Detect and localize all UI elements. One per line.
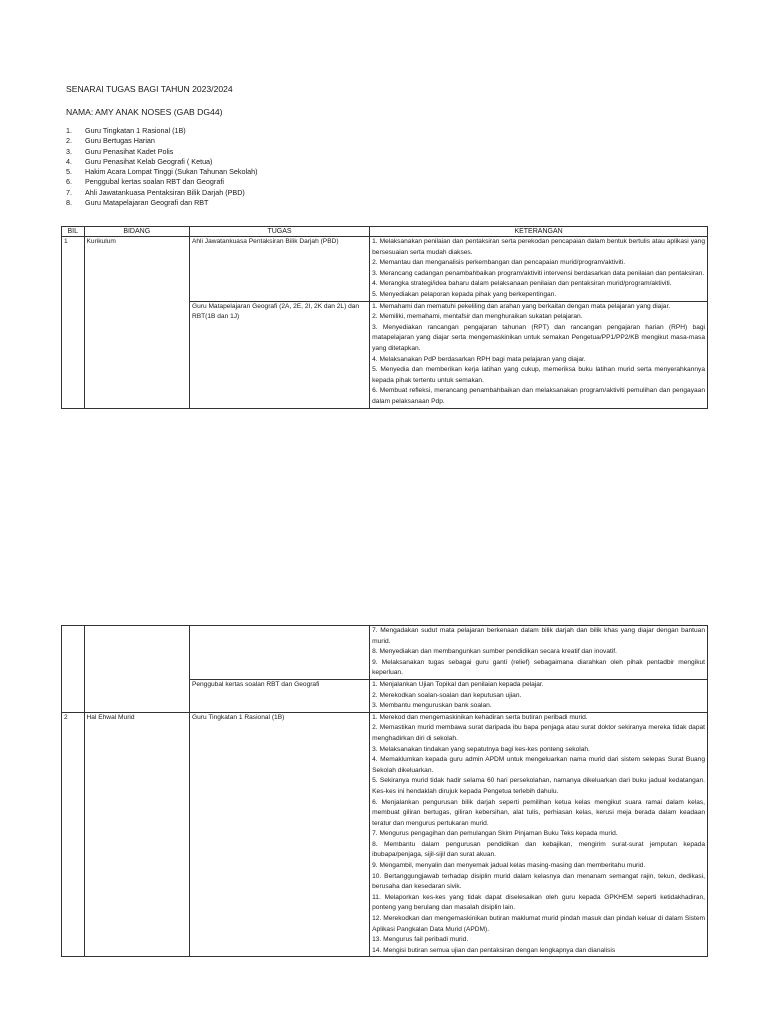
keterangan-item: 6. Membuat refleksi, merancang penambahbaikan dan melaksanakan program/aktiviti pemulihan dan pengayaan dalam pelaksanaan Pdp.	[372, 387, 705, 405]
keterangan-item: 1. Memahami dan mematuhi pekeliling dan arahan yang berkaitan dengan mata pelajaran yang diajar.	[372, 302, 671, 310]
list-item: 6. Penggubal kertas soalan RBT dan Geografi	[66, 177, 224, 187]
keterangan-item: 7. Mengurus pengagihan dan pemulangan Skim Pinjaman Buku Teks kepada murid.	[372, 830, 618, 838]
keterangan-item: 9. Melaksanakan tugas sebagai guru ganti (relief) sebagaimana diarahkan oleh pihak pentadbir mengikut keperluan.	[372, 658, 705, 677]
keterangan-item: 3. Melaksanakan tindakan yang sepatutnya bagi kes-kes ponteng sekolah.	[372, 745, 590, 753]
cell-tugas: Guru Matapelajaran Geografi (2A, 2E, 2I, 2K dan 2L) dan RBT(1B dan 1J)	[189, 301, 369, 408]
keterangan-item: 3. Menyediakan rancangan pengajaran tahunan (RPT) dan rancangan pengajaran harian (RPH) bagi matapelajaran yang diajar serta mengemaskinikan untuk semakan Pengetua/PP1/PP2/KB mengikut masa-masa yang ditetapkan.	[372, 323, 705, 352]
table-header-row	[62, 227, 708, 237]
header-keterangan: KETERANGAN	[370, 227, 708, 237]
keterangan-item: 4. Memaklumkan kepada guru admin APDM untuk mengeluarkan nama murid dari sistem selepas Surat Buang Sekolah dikeluarkan.	[372, 756, 705, 774]
table-row	[62, 712, 708, 957]
keterangan-item: 13. Mengurus fail peribadi murid.	[372, 936, 469, 944]
keterangan-item: 14. Mengisi butiran semua ujian dan pentaksiran dengan lengkapnya dan dianalisis	[372, 946, 616, 954]
cell-tugas: Ahli Jawatankuasa Pentaksiran Bilik Darjah (PBD)	[189, 237, 369, 302]
page-1	[0, 0, 768, 470]
table-row	[62, 626, 708, 680]
cell-tugas	[189, 626, 369, 680]
header-tugas: TUGAS	[189, 227, 369, 237]
keterangan-item: 1. Melaksanakan penilaian dan pentaksiran serta perekodan pencapaian dalam bentuk bertulis atau aplikasi yang bersesuaian serta mudah diakses.	[372, 238, 705, 256]
list-item: 3. Guru Penasihat Kadet Polis	[66, 146, 174, 156]
cell-keterangan	[370, 679, 708, 712]
duty-table	[61, 226, 708, 409]
cell-bil: 2	[62, 712, 85, 957]
keterangan-item: 8. Membantu dalam pengurusan pendidikan dan kebajikan, mengirim surat-surat jemputan kepada ibubapa/penjaga, sijil-sijil dan surat akuan.	[372, 840, 705, 859]
keterangan-item: 8. Menyediakan dan membangunkan sumber pendidikan secara kreatif dan inovatif.	[372, 648, 617, 656]
teacher-name: NAMA: AMY ANAK NOSES (GAB DG44)	[66, 107, 223, 117]
list-item: 8. Guru Matapelajaran Geografi dan RBT	[66, 198, 209, 208]
keterangan-item: 2. Memastikan murid membawa surat daripada ibu bapa penjaga atau surat doktor sekiranya mereka tidak dapat menghadirkan diri di sekolah.	[372, 724, 705, 742]
cell-bil: 1	[62, 237, 85, 409]
keterangan-item: 10. Bertanggungjawab terhadap disiplin murid dalam kelasnya dan menanam semangat rajin, tekun, dedikasi, berusaha dan kesedaran sivik.	[372, 872, 705, 891]
keterangan-item: 5. Menyediakan pelaporan kepada pihak yang berkepentingan.	[372, 290, 557, 298]
cell-keterangan	[370, 237, 708, 302]
list-item: 5. Hakim Acara Lompat Tinggi (Sukan Tahunan Sekolah)	[66, 167, 258, 177]
keterangan-item: 3. Merancang cadangan penambahbaikan program/aktiviti intervensi berdasarkan data penilaian dan pentaksiran.	[372, 269, 705, 277]
cell-bidang: Kurikulum	[84, 237, 189, 409]
keterangan-item: 3. Membantu menguruskan bank soalan.	[372, 702, 492, 710]
cell-tugas: Penggubal kertas soalan RBT dan Geografi	[189, 679, 369, 712]
keterangan-item: 1. Merekod dan mengemaskinikan kehadiran serta butiran peribadi murid.	[372, 713, 588, 721]
keterangan-item: 2. Merekodkan soalan-soalan dan keputusan ujian.	[372, 691, 522, 699]
keterangan-item: 6. Menjalankan pengurusan bilik darjah seperti pemilihan ketua kelas mengikut suara ramai dalam kelas, membuat giliran bertugas, giliran kebersihan, alat tulis, perhiasan kelas, kerusi meja berada dalam keadaan teratur dan mengurus pertukaran murid.	[372, 798, 705, 827]
document-title: SENARAI TUGAS BAGI TAHUN 2023/2024	[66, 84, 233, 94]
cell-keterangan	[370, 626, 708, 680]
list-item: 7. Ahli Jawatankuasa Pentaksiran Bilik Darjah (PBD)	[66, 187, 245, 197]
keterangan-item: 11. Melaporkan kes-kes yang tidak dapat diselesaikan oleh guru kepada GPKHEM seperti ketidakhadiran, ponteng yang berulang dan masalah disiplin lain.	[372, 893, 705, 912]
cell-bidang	[84, 626, 189, 713]
keterangan-item: 5. Menyedia dan memberikan kerja latihan yang cukup, memeriksa buku latihan murid serta menyerahkannya kepada pihak tertentu untuk semakan.	[372, 366, 705, 384]
keterangan-item: 5. Sekiranya murid tidak hadir selama 60 hari persekolahan, namanya dikeluarkan dari buku jadual kedatangan. Kes-kes ini hendaklah dirujuk kepada Pengetua terlebih dahulu.	[372, 777, 705, 795]
header-bidang: BIDANG	[84, 227, 189, 237]
table-row	[62, 237, 708, 302]
list-item: 1. Guru Tingkatan 1 Rasional (1B)	[66, 126, 186, 135]
keterangan-item: 4. Melaksanakan PdP berdasarkan RPH bagi mata pelajaran yang diajar.	[372, 355, 586, 363]
task-list	[66, 126, 257, 208]
cell-keterangan	[370, 712, 708, 957]
keterangan-item: 7. Mengadakan sudut mata pelajaran berkenaan dalam bilik darjah dan bilik khas yang diajar dengan bantuan murid.	[372, 627, 705, 645]
keterangan-item: 4. Merangka strategi/idea baharu dalam pelaksanaan penilaian dan pentaksiran murid/program/aktiviti.	[372, 280, 672, 288]
keterangan-item: 2. Memantau dan menganalisis perkembangan dan pencapaian murid/program/aktiviti.	[372, 259, 626, 267]
cell-bidang: Hal Ehwal Murid	[84, 712, 189, 957]
cell-tugas: Guru Tingkatan 1 Rasional (1B)	[189, 712, 369, 957]
duty-table-continued	[61, 625, 708, 957]
keterangan-item: 9. Mengambil, menyalin dan menyemak jadual kelas masing-masing dan memberitahu murid.	[372, 862, 646, 870]
keterangan-item: 1. Menjalankan Ujian Topikal dan penilaian kepada pelajar.	[372, 680, 544, 688]
cell-keterangan	[370, 301, 708, 408]
header-bil: BIL	[62, 227, 85, 237]
keterangan-item: 12. Merekodkan dan mengemaskinikan butiran maklumat murid pindah masuk dan pindah keluar di dalam Sistem Aplikasi Pangkalan Data Murid (APDM).	[372, 915, 705, 933]
page-2	[0, 620, 768, 1024]
list-item: 2. Guru Bertugas Harian	[66, 136, 155, 146]
list-item: 4. Guru Penasihat Kelab Geografi ( Ketua)	[66, 156, 213, 166]
keterangan-item: 2. Memiliki, memahami, mentafsir dan menghuraikan sukatan pelajaran.	[372, 313, 583, 321]
cell-bil	[62, 626, 85, 713]
